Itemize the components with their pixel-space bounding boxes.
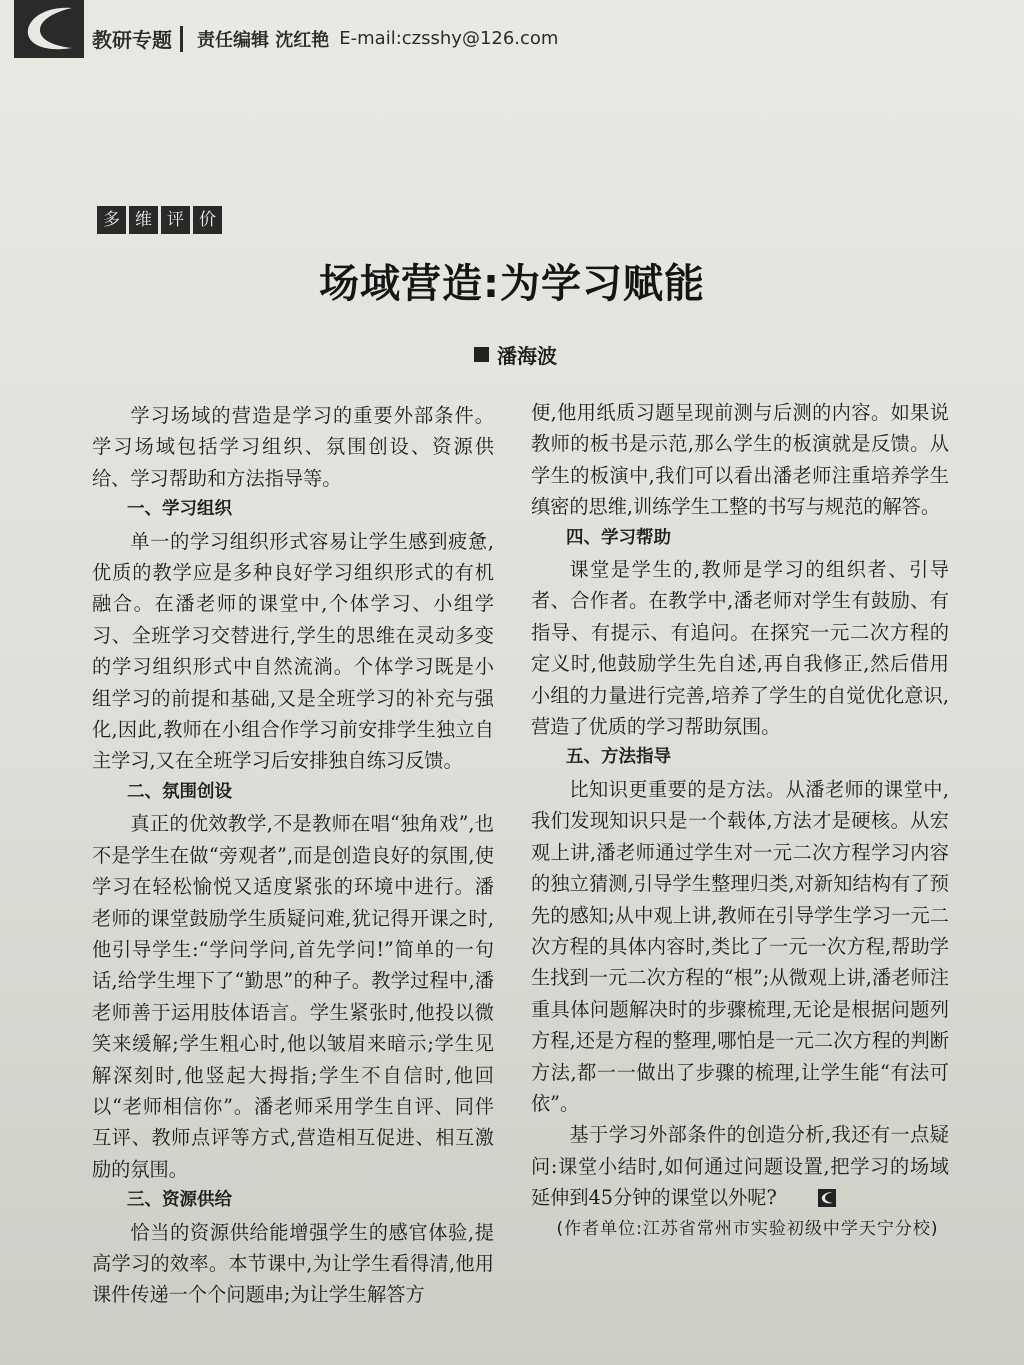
section-paragraph: 课堂是学生的,教师是学习的组织者、引导者、合作者。在教学中,潘老师对学生有鼓励、有指导、有提示、有追问。在探究一元二次方程的定义时,他鼓励学生先自述,再自我修正,然后借用小组的力量进行完善,培养了学生的自觉优化意识,营造了优质的学习帮助氛围。 bbox=[531, 558, 949, 739]
section-paragraph: 比知识更重要的是方法。从潘老师的课堂中,我们发现知识只是一个载体,方法才是硬核。从宏观上讲,潘老师通过学生对一元二次方程学习内容的独立猜测,引导学生整理归类,对新知结构有了预先的感知;从中观上讲,教师在引导学生学习一元二次方程的具体内容时,类比了一元一次方程,帮助学生找到一元二次方程的“根”;从微观上讲,潘老师注重具体问题解决时的步骤梳理,无论是根据问题列方程,还是方程的整理,哪怕是一元二次方程的判断方法,都一一做出了步骤的梳理,让学生能“有法可依”。 bbox=[531, 777, 949, 1115]
author-name: 潘海波 bbox=[497, 344, 557, 368]
section-name: 教研专题 bbox=[92, 28, 172, 52]
column-tag-char: 维 bbox=[129, 206, 158, 234]
section-heading: 四、学习帮助 bbox=[566, 527, 671, 548]
section-paragraph: 恰当的资源供给能增强学生的感官体验,提高学习的效率。本节课中,为让学生看得清,他用课件传递一个个问题串;为让学生解答方 bbox=[92, 1220, 494, 1307]
editor-credit: 责任编辑 沈红艳 bbox=[197, 29, 330, 51]
intro-paragraph: 学习场域的营造是学习的重要外部条件。学习场域包括学习组织、氛围创设、资源供给、学习帮助和方法指导等。 bbox=[92, 404, 494, 490]
right-column bbox=[531, 397, 949, 1245]
conclusion-text: 基于学习外部条件的创造分析,我还有一点疑问:课堂小结时,如何通过问题设置,把学习的场域延伸到45分钟的课堂以外呢? bbox=[531, 1123, 949, 1210]
header-divider bbox=[180, 26, 183, 52]
column-tag-char: 评 bbox=[161, 206, 190, 234]
section-paragraph: 单一的学习组织形式容易让学生感到疲惫,优质的教学应是多种良好学习组织形式的有机融合。在潘老师的课堂中,个体学习、小组学习、全班学习交替进行,学生的思维在灵动多变的学习组织形式中自然流淌。个体学习既是小组学习的前提和基础,又是全班学习的补充与强化,因此,教师在小组合作学习前安排学生独立自主学习,又在全班学习后安排独自练习反馈。 bbox=[92, 529, 494, 773]
editor-email: E-mail:czsshy@126.com bbox=[339, 28, 559, 49]
column-tag-char: 价 bbox=[193, 206, 222, 234]
section-paragraph: 真正的优效教学,不是教师在唱“独角戏”,也不是学生在做“旁观者”,而是创造良好的氛围,使学习在轻松愉悦又适度紧张的环境中进行。潘老师的课堂鼓励学生质疑问难,犹记得开课之时,他引导学生:“学问学问,首先学问!”简单的一句话,给学生埋下了“勤思”的种子。教学过程中,潘老师善于运用肢体语言。学生紧张时,他投以微笑来缓解;学生粗心时,他以皱眉来暗示;学生见解深刻时,他竖起大拇指;学生不自信时,他回以“老师相信你”。潘老师采用学生自评、同伴互评、教师点评等方式,营造相互促进、相互激励的氛围。 bbox=[92, 812, 494, 1181]
article-title: 场域营造:为学习赋能 bbox=[319, 261, 705, 307]
left-column bbox=[92, 400, 494, 1311]
section-paragraph-continued: 便,他用纸质习题呈现前测与后测的内容。如果说教师的板书是示范,那么学生的板演就是反馈。从学生的板演中,我们可以看出潘老师注重培养学生缜密的思维,训练学生工整的书写与规范的解答。 bbox=[531, 401, 949, 519]
section-heading: 三、资源供给 bbox=[127, 1190, 232, 1211]
running-header bbox=[92, 24, 558, 53]
column-tag-char: 多 bbox=[97, 206, 126, 234]
conclusion-paragraph bbox=[531, 1119, 949, 1213]
section-heading: 二、氛围创设 bbox=[127, 781, 232, 802]
section-heading: 一、学习组织 bbox=[127, 499, 232, 520]
author-marker-icon bbox=[474, 347, 489, 362]
author-affiliation: (作者单位:江苏省常州市实验初级中学天宁分校) bbox=[556, 1218, 939, 1239]
author-line bbox=[474, 340, 557, 369]
magazine-logo-icon bbox=[14, 0, 84, 58]
article-end-icon bbox=[780, 1185, 798, 1203]
section-heading: 五、方法指导 bbox=[566, 747, 671, 768]
column-tag bbox=[97, 206, 222, 234]
